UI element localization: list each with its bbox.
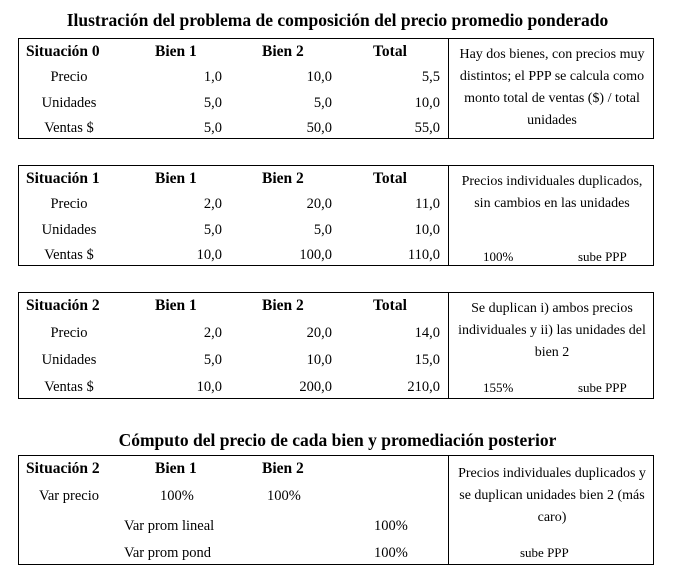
row-label: Ventas $	[44, 120, 94, 136]
situacion-2-note: Se duplican i) ambos precios individuales y ii) las unidades del bien 2	[458, 301, 646, 360]
cell-value: 1,0	[203, 69, 222, 85]
divider	[448, 38, 449, 139]
cell-value: 5,0	[203, 222, 222, 238]
cell-value: 5,0	[203, 95, 222, 111]
divider	[448, 292, 449, 399]
divider	[448, 165, 449, 266]
cell-value: 5,0	[203, 120, 222, 136]
cell-value: 100,0	[299, 247, 332, 263]
computo-sube: sube PPP	[520, 545, 569, 560]
row-label: Var precio	[39, 488, 99, 504]
main-title: Ilustración del problema de composición del precio promedio ponderado	[66, 10, 609, 30]
cell-value: 50,0	[306, 120, 332, 136]
cell-value: 14,0	[414, 325, 440, 341]
situacion-2-label: Situación 2	[26, 297, 100, 314]
cell-value: 2,0	[203, 196, 222, 212]
cell-value: 5,0	[313, 222, 332, 238]
row-label: Unidades	[41, 352, 97, 368]
row-label: Ventas $	[44, 247, 94, 263]
cell-value: 100%	[374, 545, 408, 561]
cell-value: 5,0	[203, 352, 222, 368]
cell-value: 10,0	[306, 69, 332, 85]
cell-value: 100%	[374, 518, 408, 534]
situacion-2-sube: sube PPP	[578, 380, 627, 395]
header-total: Total	[373, 170, 407, 187]
cell-value: 200,0	[299, 379, 332, 395]
cell-value: 10,0	[196, 379, 222, 395]
header-bien-1: Bien 1	[155, 170, 197, 187]
divider	[448, 455, 449, 565]
cell-value: 100%	[267, 488, 301, 504]
cell-value: 55,0	[414, 120, 440, 136]
cell-value: 20,0	[306, 196, 332, 212]
cell-value: 11,0	[415, 196, 440, 212]
situacion-0-label: Situación 0	[26, 43, 100, 60]
situacion-label: Situación 2	[26, 460, 100, 477]
cell-value: 5,0	[313, 95, 332, 111]
cell-value: 20,0	[306, 325, 332, 341]
cell-value: 110,0	[407, 247, 440, 263]
header-bien-2: Bien 2	[262, 43, 304, 60]
cell-value: 10,0	[196, 247, 222, 263]
cell-value: 15,0	[414, 352, 440, 368]
cell-value: 10,0	[414, 222, 440, 238]
cell-value: 210,0	[407, 379, 440, 395]
situacion-0-note: Hay dos bienes, con precios muy distintos; el PPP se calcula como monto total de ventas ($) / total unidades	[459, 47, 645, 128]
row-label: Precio	[50, 325, 88, 341]
row-label: Precio	[50, 196, 88, 212]
header-bien-1: Bien 1	[155, 43, 197, 60]
situacion-1-label: Situación 1	[26, 170, 100, 187]
cell-value: 2,0	[203, 325, 222, 341]
row-label: Var prom pond	[124, 545, 211, 561]
header-total: Total	[373, 297, 407, 314]
cell-value: 10,0	[306, 352, 332, 368]
header-bien-1: Bien 1	[155, 460, 197, 477]
header-bien-2: Bien 2	[262, 297, 304, 314]
row-label: Unidades	[41, 95, 97, 111]
row-label: Precio	[50, 69, 88, 85]
computo-note: Precios individuales duplicados y se duplican unidades bien 2 (más caro)	[458, 466, 646, 525]
situacion-1-note: Precios individuales duplicados, sin cambios en las unidades	[461, 174, 643, 211]
section-title: Cómputo del precio de cada bien y promediación posterior	[118, 430, 557, 450]
header-bien-2: Bien 2	[262, 170, 304, 187]
header-bien-2: Bien 2	[262, 460, 304, 477]
situacion-1-pct: 100%	[483, 249, 514, 264]
cell-value: 5,5	[421, 69, 440, 85]
header-bien-1: Bien 1	[155, 297, 197, 314]
header-total: Total	[373, 43, 407, 60]
row-label: Var prom lineal	[124, 518, 215, 534]
cell-value: 10,0	[414, 95, 440, 111]
situacion-2-pct: 155%	[483, 380, 514, 395]
row-label: Unidades	[41, 222, 97, 238]
situacion-1-sube: sube PPP	[578, 249, 627, 264]
row-label: Ventas $	[44, 379, 94, 395]
cell-value: 100%	[160, 488, 194, 504]
